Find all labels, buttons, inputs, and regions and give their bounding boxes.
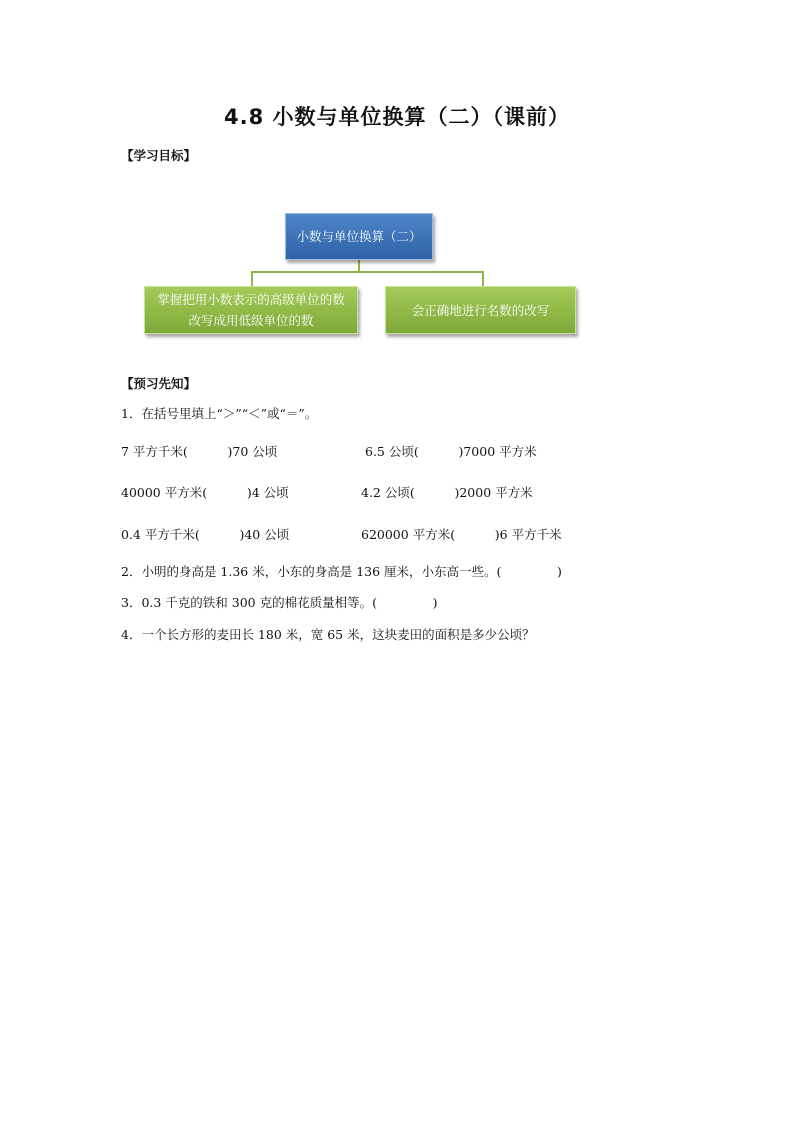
diagram-right-label: 会正确地进行名数的改写 <box>411 302 550 318</box>
comparison-right: 620000 平方米( )6 平方千米 <box>361 527 562 542</box>
comparison-left: 0.4 平方千米( )40 公顷 <box>121 527 290 542</box>
question-1-row <box>121 442 681 462</box>
connector-vertical-left <box>251 271 253 286</box>
section-label-goals: 【学习目标】 <box>121 148 197 163</box>
question-4: 4．一个长方形的麦田长 180 米，宽 65 米，这块麦田的面积是多少公顷？ <box>121 627 535 642</box>
comparison-left: 7 平方千米( )70 公顷 <box>121 444 278 459</box>
comparison-right: 4.2 公顷( )2000 平方米 <box>361 485 533 500</box>
diagram-left-box <box>144 286 358 334</box>
diagram-left-label-line1: 掌握把用小数表示的高级单位的数 <box>157 292 345 307</box>
question-3: 3．0.3 千克的铁和 300 克的棉花质量相等。( ) <box>121 595 438 610</box>
diagram-right-box <box>385 286 576 334</box>
comparison-left: 40000 平方米( )4 公顷 <box>121 485 289 500</box>
diagram-left-label-line2: 改写成用低级单位的数 <box>188 313 314 328</box>
comparison-right: 6.5 公顷( )7000 平方米 <box>365 444 537 459</box>
question-1-row <box>121 525 681 545</box>
connector-horizontal <box>251 271 484 273</box>
connector-vertical-right <box>482 271 484 286</box>
goals-diagram <box>0 0 794 360</box>
diagram-root-box <box>285 213 433 260</box>
question-1-prompt: 1．在括号里填上“＞”“＜”或“＝”。 <box>121 406 318 421</box>
question-2: 2．小明的身高是 1.36 米，小东的身高是 136 厘米，小东高一些。( ) <box>121 564 562 579</box>
question-1-row <box>121 483 681 503</box>
section-label-preview: 【预习先知】 <box>121 376 197 391</box>
page-title: 4.8 小数与单位换算（二）（课前） <box>223 105 570 129</box>
diagram-root-label: 小数与单位换算（二） <box>296 229 422 244</box>
